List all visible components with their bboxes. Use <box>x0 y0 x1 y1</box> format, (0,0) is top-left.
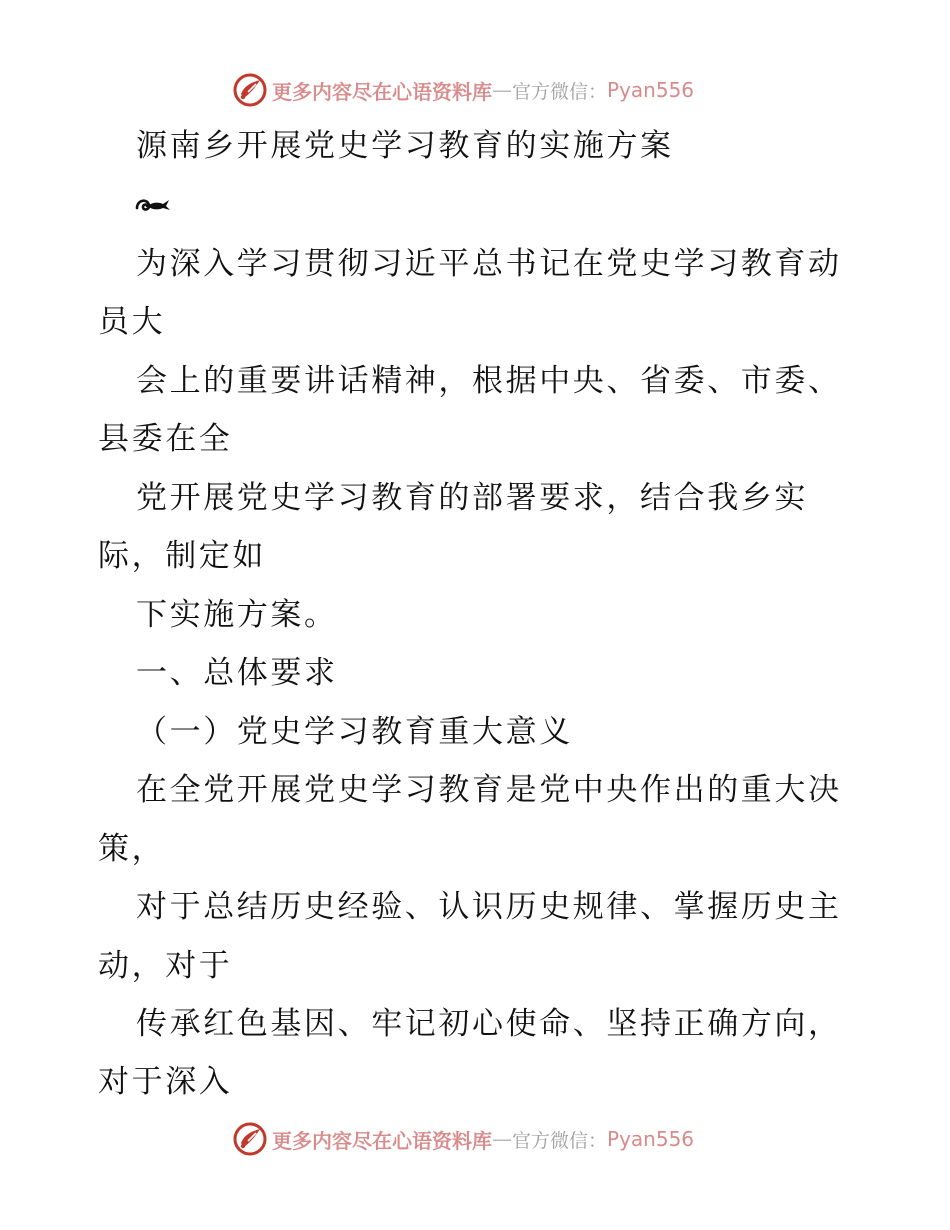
body-line-13: 动，对于 <box>98 948 233 984</box>
body-line-2: 员大 <box>98 304 166 340</box>
red-seal-logo-icon <box>232 72 268 108</box>
section-heading-1: 一、总体要求 <box>136 655 338 691</box>
body-line-4: 县委在全 <box>98 421 233 457</box>
red-seal-logo-icon <box>232 1121 268 1157</box>
document-title: 源南乡开展党史学习教育的实施方案 <box>136 128 674 164</box>
body-line-11: 策， <box>98 831 166 867</box>
banner-main-text: 更多内容尽在心语资料库 <box>272 1128 492 1153</box>
body-line-1: 为深入学习贯彻习近平总书记在党史学习教育动 <box>136 246 842 282</box>
body-line-7: 下实施方案。 <box>136 597 338 633</box>
banner-separator: — <box>492 1127 512 1151</box>
subsection-heading-1: （一）党史学习教育重大意义 <box>136 714 573 750</box>
body-line-14: 传承红色基因、牢记初心使命、坚持正确方向， <box>136 1006 842 1042</box>
body-line-6: 际，制定如 <box>98 538 266 574</box>
footer-banner <box>232 1119 712 1159</box>
scroll-ornament-icon <box>133 192 173 218</box>
banner-wechat-label: 官方微信： <box>512 80 608 103</box>
body-line-12: 对于总结历史经验、认识历史规律、掌握历史主 <box>136 889 842 925</box>
banner-wechat-id: Pyan556 <box>607 1127 695 1151</box>
body-line-3: 会上的重要讲话精神，根据中央、省委、市委、 <box>136 363 842 399</box>
banner-main-text: 更多内容尽在心语资料库 <box>272 79 492 104</box>
banner-wechat-label: 官方微信： <box>512 1129 608 1152</box>
header-banner <box>232 70 712 110</box>
body-line-15: 对于深入 <box>98 1064 233 1100</box>
body-line-10: 在全党开展党史学习教育是党中央作出的重大决 <box>136 772 842 808</box>
banner-wechat-id: Pyan556 <box>607 78 695 102</box>
body-line-5: 党开展党史学习教育的部署要求，结合我乡实 <box>136 480 808 516</box>
banner-separator: — <box>492 78 512 102</box>
